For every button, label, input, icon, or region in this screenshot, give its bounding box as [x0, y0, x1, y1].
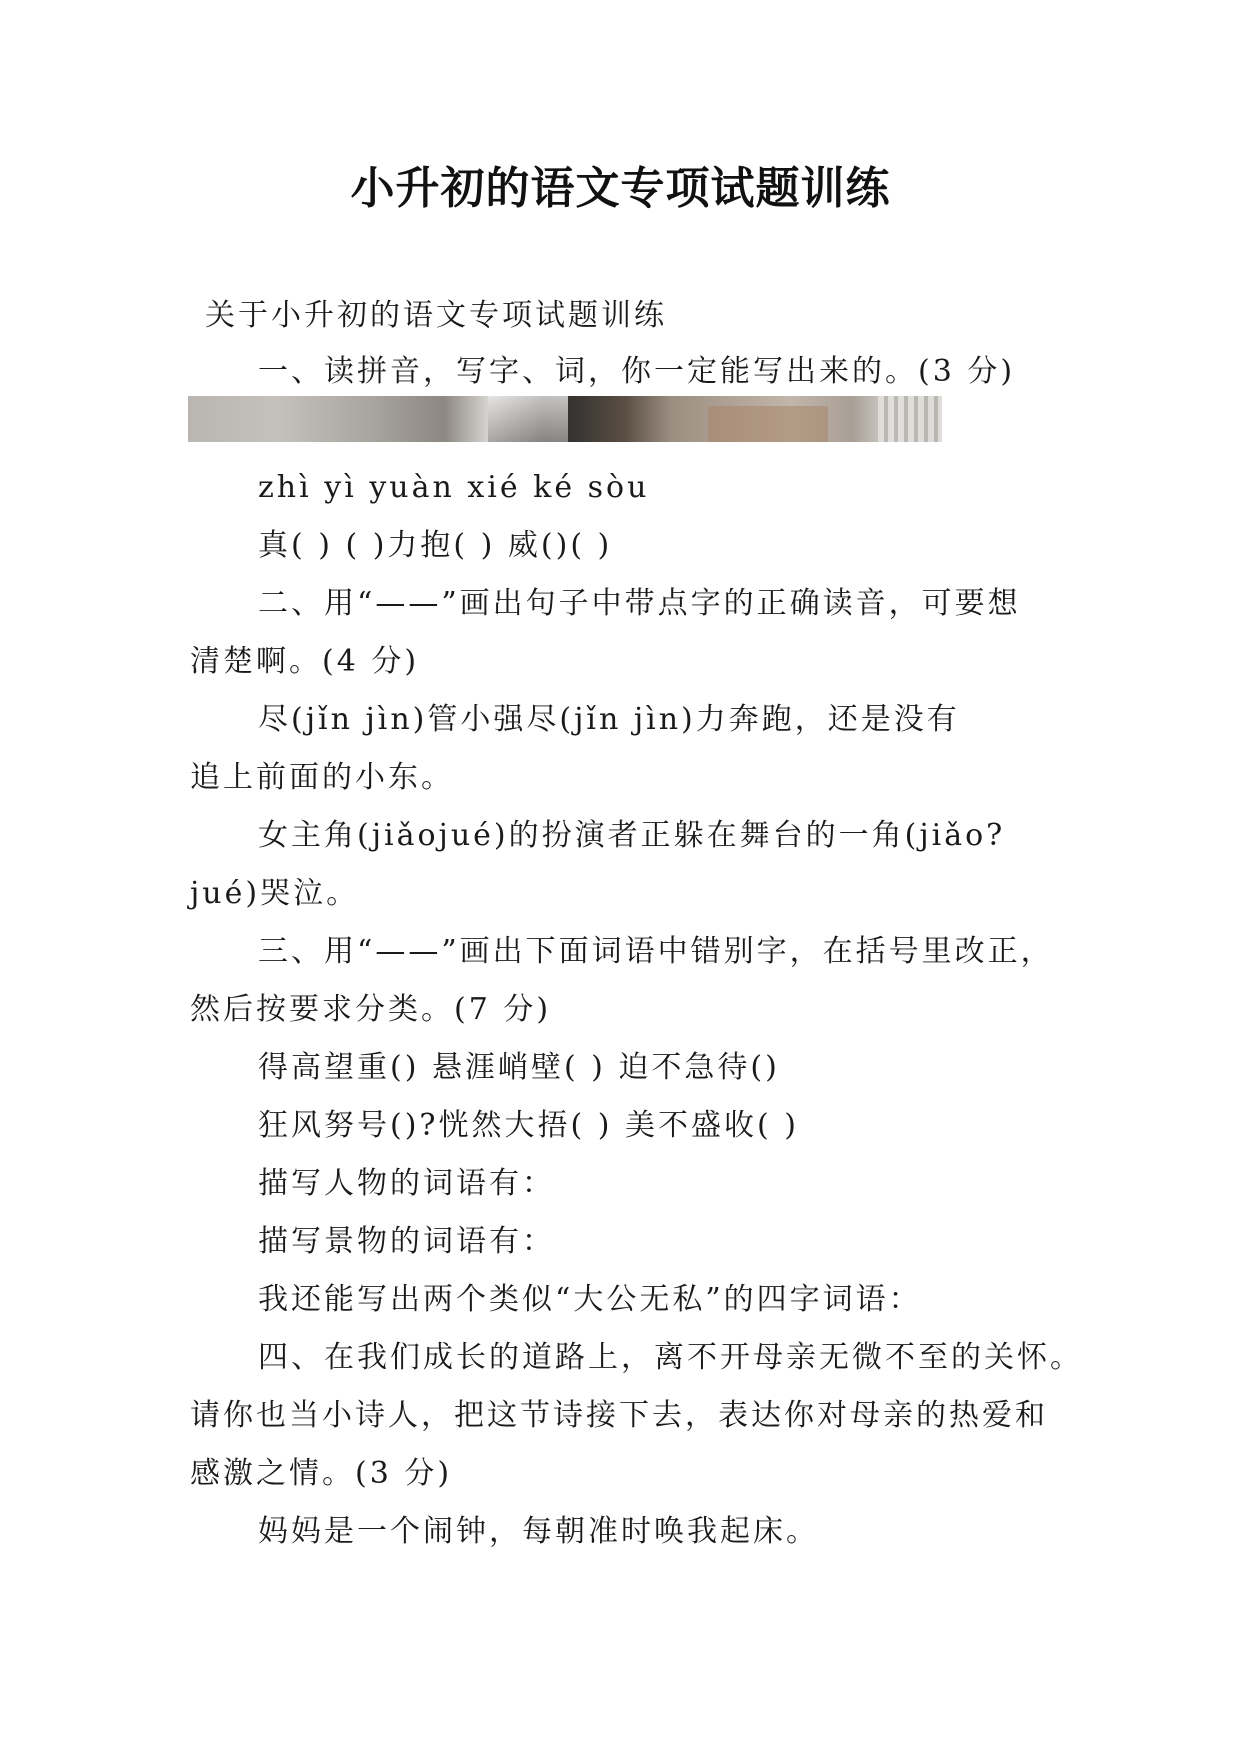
photo-strip-roof	[708, 406, 828, 442]
question-2-sentence-1-cont: 追上前面的小东。	[190, 760, 454, 795]
question-3-people-words: 描写人物的词语有：	[258, 1166, 555, 1201]
question-1-heading: 一、读拼音，写字、词，你一定能写出来的。(3 分)	[258, 354, 1016, 389]
question-3-words-2: 狂风努号()?恍然大捂( ) 美不盛收( )	[258, 1108, 799, 1143]
question-4-heading-cont-1: 请你也当小诗人，把这节诗接下去，表达你对母亲的热爱和	[190, 1398, 1048, 1433]
question-4-heading: 四、在我们成长的道路上，离不开母亲无微不至的关怀。	[258, 1340, 1083, 1375]
photo-strip-window	[878, 396, 942, 442]
question-3-heading-cont: 然后按要求分类。(7 分)	[190, 992, 552, 1027]
question-1-blanks: 真( ) ( )力抱( ) 威()( )	[258, 528, 613, 563]
question-2-heading: 二、用“——”画出句子中带点字的正确读音，可要想	[258, 586, 1021, 621]
page-title: 小升初的语文专项试题训练	[350, 163, 891, 214]
question-2-sentence-2: 女主角(jiǎojué)的扮演者正躲在舞台的一角(jiǎo?	[258, 818, 1006, 853]
question-1-pinyin: zhì yì yuàn xié ké sòu	[258, 470, 650, 505]
question-3-four-char-words: 我还能写出两个类似“大公无私”的四字词语：	[258, 1282, 922, 1317]
question-3-scenery-words: 描写景物的词语有：	[258, 1224, 555, 1259]
question-3-words-1: 得高望重() 悬涯峭壁( ) 迫不急待()	[258, 1050, 780, 1085]
question-2-heading-cont: 清楚啊。(4 分)	[190, 644, 420, 679]
photo-strip-highlight	[488, 396, 568, 442]
question-2-sentence-2-cont: jué)哭泣。	[190, 876, 360, 911]
question-4-heading-cont-2: 感激之情。(3 分)	[190, 1456, 453, 1491]
document-subtitle: 关于小升初的语文专项试题训练	[205, 298, 667, 333]
photo-strip-image	[188, 396, 942, 442]
question-4-poem-line: 妈妈是一个闹钟，每朝准时唤我起床。	[258, 1514, 819, 1549]
question-3-heading: 三、用“——”画出下面词语中错别字，在括号里改正，	[258, 934, 1054, 969]
question-2-sentence-1: 尽(jǐn jìn)管小强尽(jǐn jìn)力奔跑，还是没有	[258, 702, 960, 737]
